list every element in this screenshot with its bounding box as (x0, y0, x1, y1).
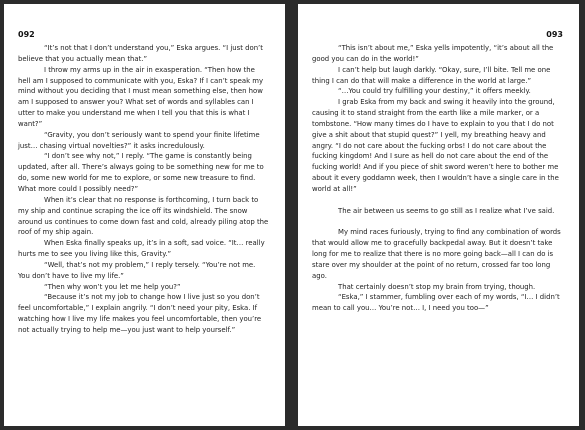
paragraph: My mind races furiously, trying to find any combination of words that would allow me to gracefully backpedal away. But it doesn’t take long for me to realize that there is no more going back—all I can do is stare over my shoulder at the point of no return, crossed far too long ago. (312, 228, 561, 280)
paragraph: “…You could try fulfilling your destiny,” it offers meekly. (338, 87, 531, 96)
paragraph: That certainly doesn’t stop my brain from trying, though. (338, 282, 536, 291)
paragraph: “Gravity, you don’t seriously want to spend your finite lifetime just… chasing virtual novelties?” it asks incredulously. (18, 130, 260, 150)
paragraph: “This isn’t about me,” Eska yells impotently, “it’s about all the good you can do in the world!” (312, 44, 554, 63)
left-page (4, 4, 285, 426)
paragraph: I throw my arms up in the air in exasperation. “Then how the hell am I supposed to communicate with you, Eska? If I can’t speak my mind without you deciding that I must mean something else, then how am I supposed to answer you? What set of words and syllables can I utter to make you understand me when I tell you that this is what I want?” (18, 65, 264, 128)
paragraph: When it’s clear that no response is forthcoming, I turn back to my ship and continue scraping the ice off its windshield. The snow around us continues to come down fast and cold, already piling atop the roof of my ship again. (18, 195, 269, 237)
page-text (312, 43, 563, 314)
paragraph: “I don’t see why not,” I reply. “The game is constantly being updated, after all. There’s always going to be something new for me to do, some new world for me to explore, or some new treasure to find. What more could I possibly need?” (18, 152, 264, 193)
paragraph: When Eska finally speaks up, it’s in a soft, sad voice. “It… really hurts me to see you living like this, Gravity.” (18, 239, 265, 259)
page-text (18, 43, 269, 336)
paragraph: “Eska,” I stammer, fumbling over each of my words, “I… I didn’t mean to call you… You’re not… I, I need you too—” (312, 293, 560, 313)
paragraph: “Because it’s not my job to change how I live just so you don’t feel uncomfortable,” I explain angrily. “I don’t need your pity, Eska. If watching how I live my life makes you feel uncomfortable, then you’re not actually trying to help me—you just want to help yourself.” (18, 293, 262, 334)
section-break (312, 195, 563, 206)
section-break (312, 217, 563, 228)
paragraph: The air between us seems to go still as I realize what I’ve said. (338, 206, 555, 215)
paragraph: “Then why won’t you let me help you?” (44, 282, 181, 291)
paragraph: “Well, that’s not my problem,” I reply tersely. “You’re not me. You don’t have to live my life.” (18, 260, 256, 280)
paragraph: I can’t help but laugh darkly. “Okay, sure, I’ll bite. Tell me one thing I can do that will make a difference in the world at large.” (312, 65, 551, 85)
paragraph: I grab Eska from my back and swing it heavily into the ground, causing it to stand straight from the earth like a mile marker, or a tombstone. “How many times do I have to explain to you that I do not give a shit about that stupid quest?” I yell, my breathing heavy and angry. “I do not care about the fucking orbs! I do not care about the fucking kingdom! And I sure as hell do not care about the end of the fucking world! And if you piece of shit sword weren’t here to bother me about it every goddamn week, then I wouldn’t have a single care in the world at all!” (312, 98, 559, 193)
page-number: 092 (18, 30, 35, 39)
paragraph: “It’s not that I don’t understand you,” Eska argues. “I just don’t believe that you actually mean that.” (18, 44, 263, 63)
right-page (298, 4, 579, 426)
page-number: 093 (546, 30, 563, 39)
